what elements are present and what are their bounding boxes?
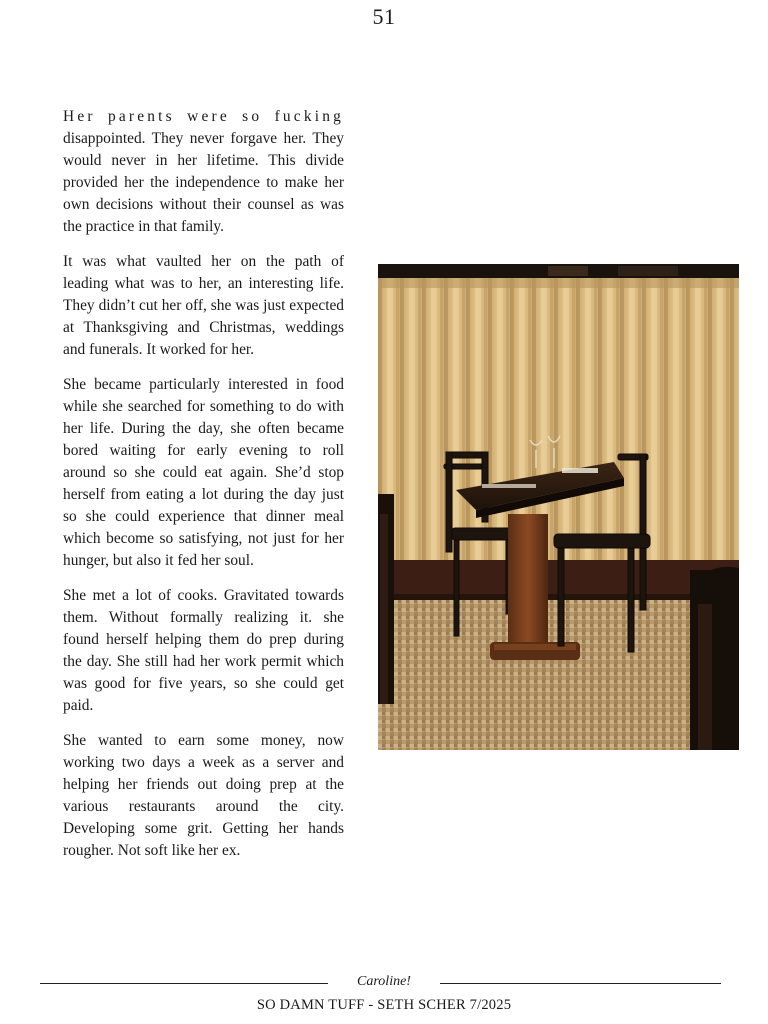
paragraph-1: Her parents were so fucking disappointed. They never forgave her. They would never in her lifetime. This divide provided her the independence to make her own decisions without their counsel as was the practice in that family. xyxy=(63,108,344,235)
footer-rule-right xyxy=(440,983,721,984)
footer-rule-left xyxy=(40,983,328,984)
paragraph-5: She wanted to earn some money, now working two days a week as a server and helping her friends out doing prep at the various restaurants around the city. Developing some grit. Getting her hands rougher. Not soft like her ex. xyxy=(63,732,344,859)
paragraph-3: She became particularly interested in food while she searched for something to do with her life. During the day, she often became bored waiting for early evening to roll around so she could eat again. She’d stop herself from eating a lot during the day just so she could experience that dinner meal which become so satisfying, not just for her hunger, but also it fed her soul. xyxy=(63,376,344,569)
restaurant-table-photo xyxy=(378,264,739,750)
paragraph-2: It was what vaulted her on the path of leading what was to her, an interesting life. They didn’t cut her off, she was just expected at Thanksgiving and Christmas, weddings and funerals. It worked for her. xyxy=(63,253,344,358)
footer-caption: Caroline! xyxy=(357,974,411,989)
footer-credit: SO DAMN TUFF - SETH SCHER 7/2025 xyxy=(256,997,512,1013)
page-number: 51 xyxy=(372,4,396,29)
paragraph-4: She met a lot of cooks. Gravitated towards them. Without formally realizing it. she found herself helping them do prep during the day. She still had her work permit which was good for five years, so she could get paid. xyxy=(63,587,344,714)
body-text-column xyxy=(63,106,344,875)
